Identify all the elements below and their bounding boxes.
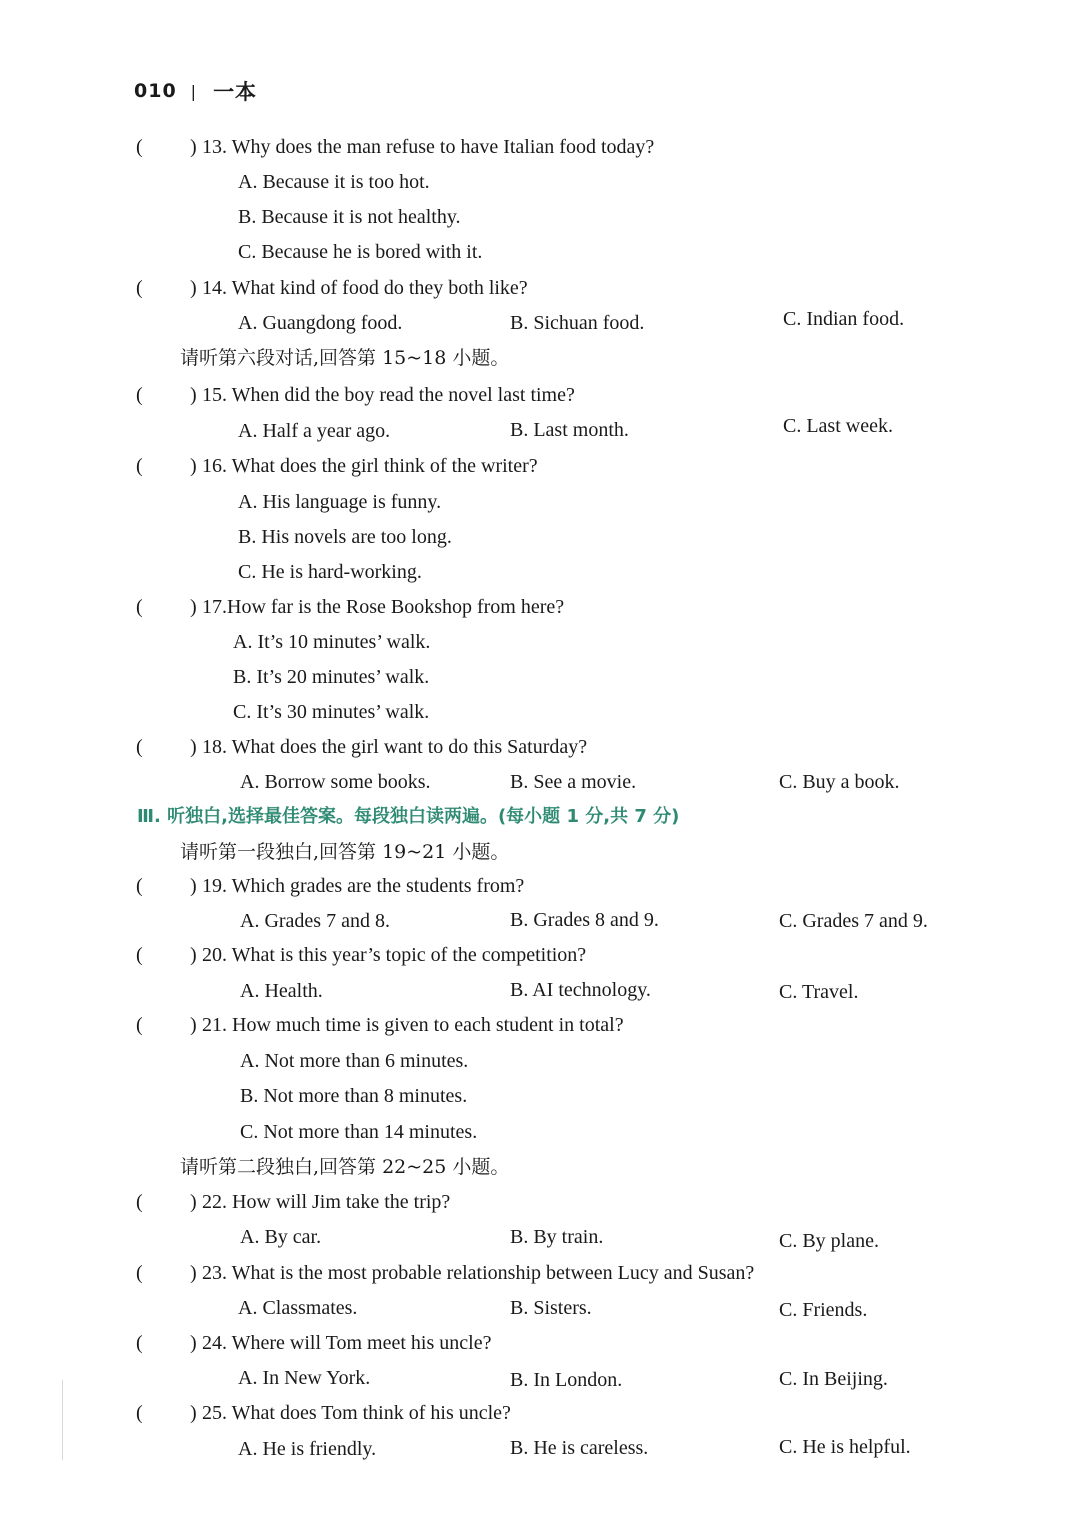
option-b: B. Because it is not healthy. bbox=[238, 206, 461, 228]
question-text: 24. Where will Tom meet his uncle? bbox=[202, 1332, 492, 1354]
option-b: B. Last month. bbox=[510, 419, 629, 441]
option-a: A. Because it is too hot. bbox=[238, 171, 430, 193]
option-b: B. He is careless. bbox=[510, 1437, 649, 1459]
question-text: 15. When did the boy read the novel last time? bbox=[202, 384, 575, 406]
option-b: B. It’s 20 minutes’ walk. bbox=[233, 666, 430, 688]
option-c: C. Travel. bbox=[779, 981, 859, 1003]
option-c: C. It’s 30 minutes’ walk. bbox=[233, 701, 430, 723]
answer-paren-open: ( bbox=[136, 875, 143, 897]
answer-paren-close: ) bbox=[190, 1191, 197, 1213]
answer-paren-close: ) bbox=[190, 596, 197, 618]
answer-paren-close: ) bbox=[190, 1262, 197, 1284]
monologue-1-instruction: 请听第一段独白,回答第 19~21 小题。 bbox=[180, 841, 510, 863]
option-a: A. Classmates. bbox=[238, 1297, 358, 1319]
option-a: A. In New York. bbox=[238, 1367, 371, 1389]
option-b: B. Grades 8 and 9. bbox=[510, 909, 659, 931]
brand-logo-text: 一本 bbox=[213, 80, 258, 104]
answer-paren-close: ) bbox=[190, 875, 197, 897]
option-c: C. Because he is bored with it. bbox=[238, 241, 483, 263]
option-a: A. Guangdong food. bbox=[238, 312, 403, 334]
monologue-2-instruction: 请听第二段独白,回答第 22~25 小题。 bbox=[180, 1156, 510, 1178]
question-text: 19. Which grades are the students from? bbox=[202, 875, 525, 897]
option-c: C. Last week. bbox=[783, 415, 893, 437]
answer-paren-open: ( bbox=[136, 384, 143, 406]
option-a: A. His language is funny. bbox=[238, 491, 442, 513]
dialogue-6-instruction: 请听第六段对话,回答第 15~18 小题。 bbox=[180, 347, 510, 369]
answer-paren-close: ) bbox=[190, 1014, 197, 1036]
question-text: 20. What is this year’s topic of the competition? bbox=[202, 944, 587, 966]
option-c: C. Friends. bbox=[779, 1299, 868, 1321]
option-c: C. Grades 7 and 9. bbox=[779, 910, 928, 932]
option-a: A. Grades 7 and 8. bbox=[240, 910, 390, 932]
question-text: 14. What kind of food do they both like? bbox=[202, 277, 528, 299]
answer-paren-open: ( bbox=[136, 1014, 143, 1036]
answer-paren-close: ) bbox=[190, 455, 197, 477]
header-separator: | bbox=[190, 81, 198, 101]
answer-paren-close: ) bbox=[190, 136, 197, 158]
option-b: B. In London. bbox=[510, 1369, 623, 1391]
option-b: B. Not more than 8 minutes. bbox=[240, 1085, 468, 1107]
answer-paren-open: ( bbox=[136, 736, 143, 758]
page-number: 010 bbox=[134, 80, 177, 102]
section-3-heading: Ⅲ. 听独白,选择最佳答案。每段独白读两遍。(每小题 1 分,共 7 分) bbox=[137, 806, 680, 827]
answer-paren-open: ( bbox=[136, 1332, 143, 1354]
option-b: B. Sisters. bbox=[510, 1297, 592, 1319]
option-c: C. By plane. bbox=[779, 1230, 879, 1252]
option-c: C. In Beijing. bbox=[779, 1368, 888, 1390]
answer-paren-open: ( bbox=[136, 1402, 143, 1424]
option-a: A. By car. bbox=[240, 1226, 322, 1248]
answer-paren-open: ( bbox=[136, 1262, 143, 1284]
answer-paren-close: ) bbox=[190, 277, 197, 299]
question-text: 23. What is the most probable relationship between Lucy and Susan? bbox=[202, 1262, 755, 1284]
answer-paren-close: ) bbox=[190, 944, 197, 966]
answer-paren-close: ) bbox=[190, 1332, 197, 1354]
option-c: C. Buy a book. bbox=[779, 771, 900, 793]
question-text: 22. How will Jim take the trip? bbox=[202, 1191, 451, 1213]
option-a: A. It’s 10 minutes’ walk. bbox=[233, 631, 431, 653]
option-c: C. Indian food. bbox=[783, 308, 905, 330]
question-text: 25. What does Tom think of his uncle? bbox=[202, 1402, 511, 1424]
answer-paren-close: ) bbox=[190, 1402, 197, 1424]
option-a: A. Health. bbox=[240, 980, 323, 1002]
answer-paren-open: ( bbox=[136, 596, 143, 618]
answer-paren-open: ( bbox=[136, 455, 143, 477]
answer-paren-close: ) bbox=[190, 384, 197, 406]
option-c: C. Not more than 14 minutes. bbox=[240, 1121, 478, 1143]
question-text: 18. What does the girl want to do this Saturday? bbox=[202, 736, 588, 758]
answer-paren-open: ( bbox=[136, 277, 143, 299]
option-b: B. AI technology. bbox=[510, 979, 651, 1001]
question-text: 21. How much time is given to each student in total? bbox=[202, 1014, 624, 1036]
option-c: C. He is helpful. bbox=[779, 1436, 911, 1458]
answer-paren-open: ( bbox=[136, 1191, 143, 1213]
option-a: A. He is friendly. bbox=[238, 1438, 377, 1460]
option-a: A. Half a year ago. bbox=[238, 420, 391, 442]
page-header bbox=[134, 76, 257, 106]
question-text: 13. Why does the man refuse to have Italian food today? bbox=[202, 136, 655, 158]
option-a: A. Borrow some books. bbox=[240, 771, 431, 793]
option-a: A. Not more than 6 minutes. bbox=[240, 1050, 469, 1072]
question-text: 16. What does the girl think of the writer? bbox=[202, 455, 538, 477]
option-c: C. He is hard-working. bbox=[238, 561, 422, 583]
answer-paren-close: ) bbox=[190, 736, 197, 758]
question-text: 17.How far is the Rose Bookshop from here? bbox=[202, 596, 565, 618]
option-b: B. By train. bbox=[510, 1226, 604, 1248]
answer-paren-open: ( bbox=[136, 136, 143, 158]
option-b: B. Sichuan food. bbox=[510, 312, 645, 334]
binding-margin-line bbox=[62, 1380, 63, 1460]
option-b: B. See a movie. bbox=[510, 771, 637, 793]
option-b: B. His novels are too long. bbox=[238, 526, 452, 548]
answer-paren-open: ( bbox=[136, 944, 143, 966]
